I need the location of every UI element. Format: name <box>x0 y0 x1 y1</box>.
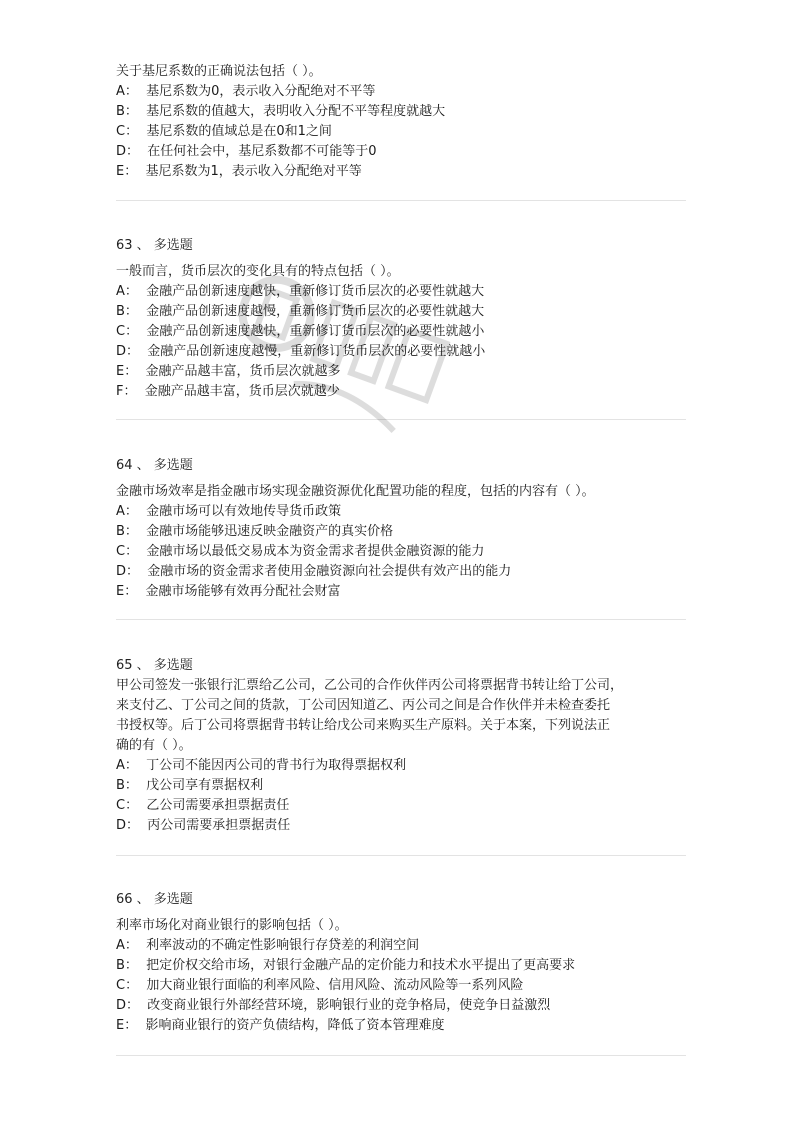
divider <box>116 200 686 201</box>
question-62 <box>116 62 445 182</box>
option-c[interactable]: C： 乙公司需要承担票据责任 <box>116 798 290 813</box>
question-stem-line-1: 甲公司签发一张银行汇票给乙公司，乙公司的合作伙伴丙公司将票据背书转让给丁公司， <box>116 678 624 693</box>
divider <box>116 1055 686 1056</box>
option-b[interactable]: B： 把定价权交给市场，对银行金融产品的定价能力和技术水平提出了更高要求 <box>116 958 576 973</box>
question-stem: 利率市场化对商业银行的影响包括（ ）。 <box>116 918 348 933</box>
question-header: 65 、 多选题 <box>116 658 193 673</box>
option-f[interactable]: F： 金融产品越丰富，货币层次就越少 <box>116 384 340 399</box>
question-stem: 关于基尼系数的正确说法包括（ ）。 <box>116 64 322 79</box>
option-c[interactable]: C： 金融市场以最低交易成本为资金需求者提供金融资源的能力 <box>116 544 485 559</box>
question-header: 63 、 多选题 <box>116 238 193 253</box>
option-d[interactable]: D： 金融市场的资金需求者使用金融资源向社会提供有效产出的能力 <box>116 564 512 579</box>
option-a[interactable]: A： 基尼系数为0，表示收入分配绝对不平等 <box>116 84 376 99</box>
question-stem: 金融市场效率是指金融市场实现金融资源优化配置功能的程度，包括的内容有（ ）。 <box>116 484 595 499</box>
question-66 <box>116 890 575 1036</box>
question-stem-line-3: 书授权等。后丁公司将票据背书转让给戊公司来购买生产原料。关于本案，下列说法正 <box>116 718 611 733</box>
question-63 <box>116 236 485 402</box>
option-d[interactable]: D： 丙公司需要承担票据责任 <box>116 818 291 833</box>
question-64 <box>116 456 595 602</box>
option-d[interactable]: D： 改变商业银行外部经营环境，影响银行业的竞争格局，使竞争日益激烈 <box>116 998 551 1013</box>
option-b[interactable]: B： 金融产品创新速度越慢，重新修订货币层次的必要性就越大 <box>116 304 485 319</box>
option-a[interactable]: A： 利率波动的不确定性影响银行存贷差的利润空间 <box>116 938 420 953</box>
option-c[interactable]: C： 基尼系数的值域总是在0和1之间 <box>116 124 332 139</box>
question-stem: 一般而言，货币层次的变化具有的特点包括（ ）。 <box>116 264 400 279</box>
question-65 <box>116 656 623 836</box>
option-b[interactable]: B： 基尼系数的值越大，表明收入分配不平等程度就越大 <box>116 104 446 119</box>
option-a[interactable]: A： 丁公司不能因丙公司的背书行为取得票据权利 <box>116 758 407 773</box>
option-e[interactable]: E： 金融市场能够有效再分配社会财富 <box>116 584 341 599</box>
option-c[interactable]: C： 金融产品创新速度越快，重新修订货币层次的必要性就越小 <box>116 324 485 339</box>
option-e[interactable]: E： 影响商业银行的资产负债结构，降低了资本管理难度 <box>116 1018 445 1033</box>
question-stem-line-4: 确的有（ ）。 <box>116 738 192 753</box>
option-b[interactable]: B： 戊公司享有票据权利 <box>116 778 264 793</box>
option-b[interactable]: B： 金融市场能够迅速反映金融资产的真实价格 <box>116 524 394 539</box>
option-c[interactable]: C： 加大商业银行面临的利率风险、信用风险、流动风险等一系列风险 <box>116 978 524 993</box>
question-header: 64 、 多选题 <box>116 458 193 473</box>
option-a[interactable]: A： 金融市场可以有效地传导货币政策 <box>116 504 342 519</box>
option-d[interactable]: D： 金融产品创新速度越慢，重新修订货币层次的必要性就越小 <box>116 344 486 359</box>
option-a[interactable]: A： 金融产品创新速度越快，重新修订货币层次的必要性就越大 <box>116 284 485 299</box>
divider <box>116 855 686 856</box>
divider <box>116 619 686 620</box>
option-e[interactable]: E： 金融产品越丰富，货币层次就越多 <box>116 364 341 379</box>
option-d[interactable]: D： 在任何社会中，基尼系数都不可能等于0 <box>116 144 377 159</box>
divider <box>116 419 686 420</box>
option-e[interactable]: E： 基尼系数为1，表示收入分配绝对平等 <box>116 164 362 179</box>
question-header: 66 、 多选题 <box>116 892 193 907</box>
question-stem-line-2: 来支付乙、丁公司之间的货款，丁公司因知道乙、丙公司之间是合作伙伴并未检查委托 <box>116 698 611 713</box>
